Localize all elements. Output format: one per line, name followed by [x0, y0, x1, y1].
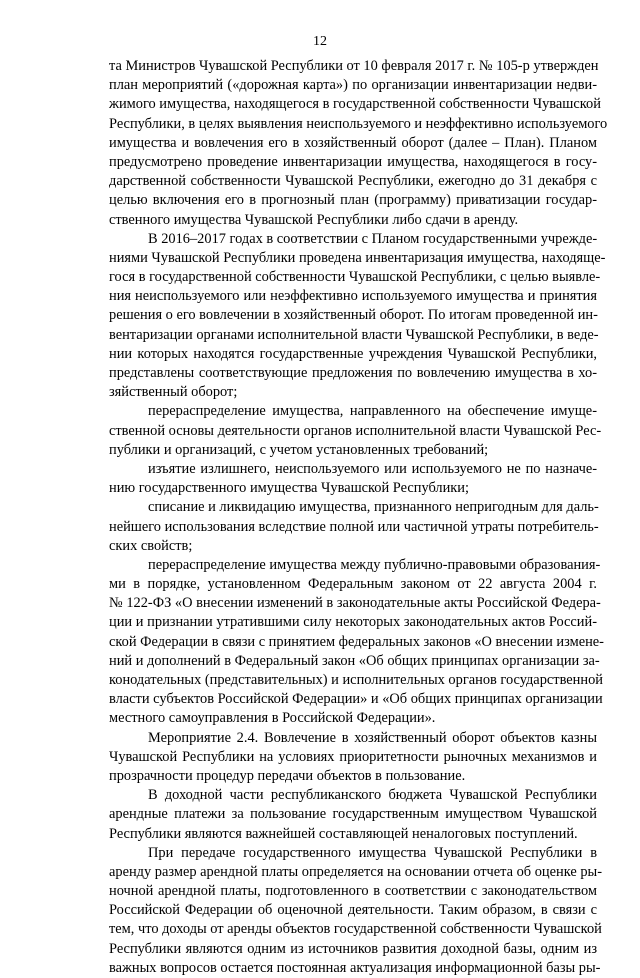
- text-line: изъятие излишнего, неиспользуемого или используемого не по назначе-: [148, 460, 597, 477]
- text-line: ночной арендной платы, подготовленного в соответствии с законодательством: [109, 883, 597, 900]
- text-line: ний и дополнений в Федеральный закон «Об общих принципах организации за-: [109, 652, 600, 669]
- text-line: перераспределение имущества, направленного на обеспечение имуще-: [148, 403, 597, 420]
- text-line: ции и признании утратившими силу некоторых законодательных актов Россий-: [109, 614, 597, 631]
- text-line: представлены соответствующие предложения по вовлечению имущества в хо-: [109, 365, 597, 381]
- text-line: зяйственный оборот;: [109, 384, 238, 401]
- text-line: предусмотрено проведение инвентаризации имущества, находящегося в госу-: [109, 153, 597, 170]
- text-line: дарственной собственности Чувашской Республики, ежегодно до 31 декабря с: [109, 173, 597, 190]
- text-line: ми в порядке, установленном Федеральным законом от 22 августа 2004 г.: [109, 576, 597, 593]
- text-line: Российской Федерации об оценочной деятельности. Таким образом, в связи с: [109, 902, 597, 919]
- text-line: аренду размер арендной платы определяется на основании отчета об оценке ры-: [109, 863, 602, 880]
- document-body: [109, 57, 608, 978]
- text-line: При передаче государственного имущества Чувашской Республики в: [148, 844, 597, 861]
- text-line: ственного имущества Чувашской Республики либо сдачи в аренду.: [109, 211, 519, 228]
- text-line: ственной основы деятельности органов исполнительной власти Чувашской Рес-: [109, 422, 602, 439]
- text-line: жимого имущества, находящегося в государственной собственности Чувашской: [109, 96, 601, 113]
- text-line: арендные платежи за пользование государственным имуществом Чувашской: [109, 806, 597, 823]
- text-line: местного самоуправления в Российской Федерации».: [109, 710, 436, 727]
- text-line: конодательных (представительных) и исполнительных органов государственной: [109, 672, 603, 688]
- text-line: нии которых находятся государственные учреждения Чувашской Республики,: [109, 345, 597, 362]
- paragraph-p7: [109, 729, 597, 787]
- text-line: важных вопросов остается постоянная актуализация информационной базы ры-: [109, 959, 601, 976]
- paragraph-p5: [109, 498, 597, 556]
- text-line: нию государственного имущества Чувашской Республики;: [109, 480, 469, 497]
- text-line: та Министров Чувашской Республики от 10 февраля 2017 г. № 105-р утвержден: [109, 58, 599, 74]
- page-number: 12: [313, 34, 327, 49]
- text-line: имущества и вовлечения его в хозяйственный оборот (далее – План). Планом: [109, 134, 597, 151]
- text-line: ниями Чувашской Республики проведена инвентаризация имущества, находяще-: [109, 249, 606, 266]
- text-line: В доходной части республиканского бюджета Чувашской Республики: [148, 787, 597, 804]
- paragraph-p3: [109, 402, 602, 460]
- text-line: решения о его вовлечении в хозяйственный оборот. По итогам проведенной ин-: [109, 307, 598, 324]
- text-line: Республики, в целях выявления неиспользуемого и неэффективно используемого: [109, 115, 608, 132]
- text-line: власти субъектов Российской Федерации» и «Об общих принципах организации: [109, 691, 603, 708]
- text-line: Республики являются важнейшей составляющей неналоговых поступлений.: [109, 825, 578, 842]
- paragraph-p4: [109, 460, 597, 498]
- text-line: прозрачности процедур передачи объектов в пользование.: [109, 767, 466, 784]
- text-line: вентаризации органами исполнительной власти Чувашской Республики, в веде-: [109, 326, 599, 343]
- text-line: перераспределение имущества между публично-правовыми образования-: [148, 556, 601, 573]
- text-line: ния неиспользуемого или неэффективно используемого имущества и принятия: [109, 288, 597, 305]
- paragraph-p8: [109, 786, 597, 844]
- text-line: план мероприятий («дорожная карта») по организации инвентаризации недви-: [109, 77, 597, 94]
- text-line: публики и организаций, с учетом установленных требований;: [109, 441, 489, 458]
- text-line: ской Федерации в связи с принятием федеральных законов «О внесении измене-: [109, 633, 604, 650]
- text-line: тем, что доходы от аренды объектов государственной собственности Чувашской: [109, 921, 602, 938]
- paragraph-p2: [109, 230, 606, 403]
- text-line: ских свойств;: [109, 537, 193, 554]
- paragraph-p1: [109, 57, 608, 230]
- text-line: целью включения его в прогнозный план (программу) приватизации государ-: [109, 192, 597, 209]
- text-line: нейшего использования вследствие полной или частичной утраты потребитель-: [109, 518, 599, 535]
- text-line: гося в государственной собственности Чувашской Республики, с целью выявле-: [109, 269, 601, 286]
- text-line: № 122-ФЗ «О внесении изменений в законодательные акты Российской Федера-: [109, 595, 601, 612]
- text-line: Мероприятие 2.4. Вовлечение в хозяйственный оборот объектов казны: [148, 729, 597, 746]
- paragraph-p6: [109, 556, 604, 729]
- text-line: В 2016–2017 годах в соответствии с Планом государственными учрежде-: [148, 230, 598, 247]
- paragraph-p9: [109, 844, 602, 978]
- text-line: Чувашской Республики на условиях приоритетности рыночных механизмов и: [109, 748, 597, 765]
- text-line: Республики являются одним из источников развития доходной базы, одним из: [109, 940, 597, 957]
- text-line: списание и ликвидацию имущества, признанного непригодным для даль-: [148, 499, 599, 516]
